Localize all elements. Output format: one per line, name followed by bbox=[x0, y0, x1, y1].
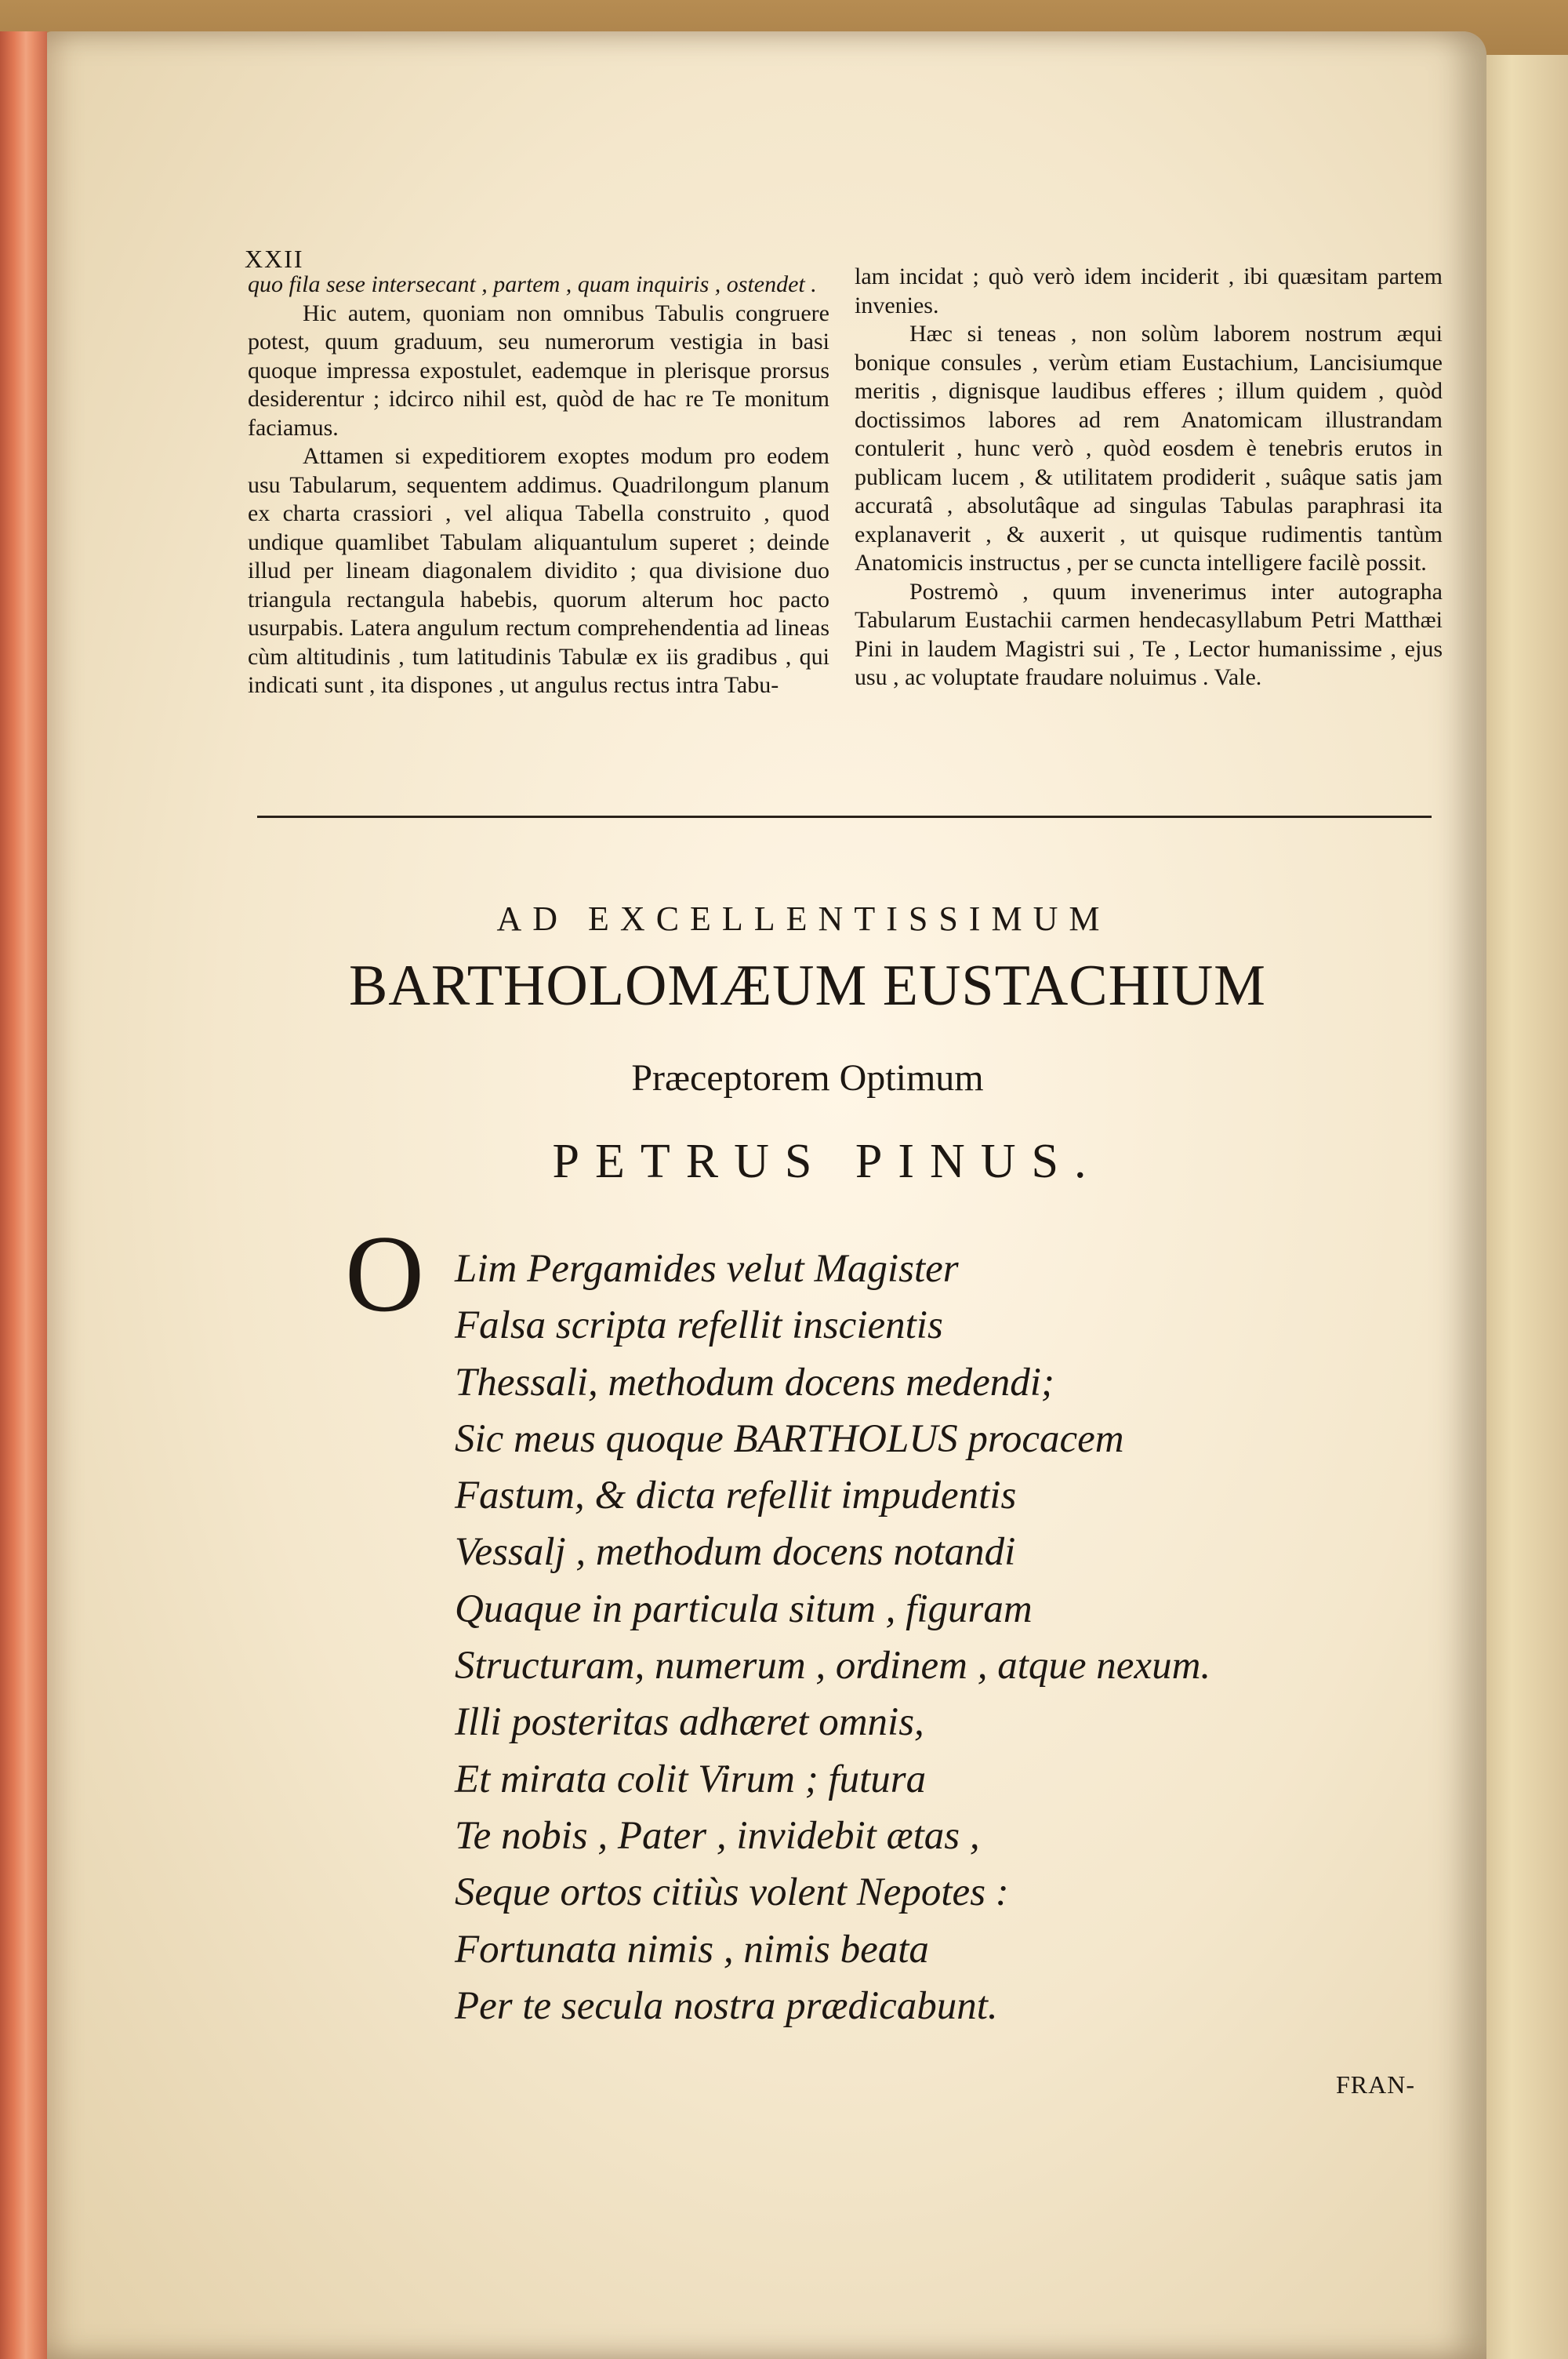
right-text-column bbox=[855, 263, 1443, 692]
dedicatee-name: BARTHOLOMÆUM EUSTACHIUM bbox=[349, 954, 1266, 1018]
poem-line: Et mirata colit Virum ; futura bbox=[455, 1757, 927, 1801]
facing-page-edge bbox=[1474, 55, 1568, 2359]
poem-line: Structuram, numerum , ordinem , atque nexum. bbox=[455, 1644, 1211, 1688]
page-number: XXII bbox=[245, 245, 304, 273]
poem-line: Illi posteritas adhæret omnis, bbox=[455, 1700, 924, 1745]
poem-line: Sic meus quoque BARTHOLUS procacem bbox=[455, 1416, 1124, 1461]
right-paragraph-2: Hæc si teneas , non solùm laborem nostrum æqui bonique consules , verùm etiam Eustachium, Lancisiumque meritis , dignisque laudibus efferes ; illum quidem , quòd doctissimos labores ad rem Anatomicam illustrandam contulerit , hunc verò , quòd eosdem è tenebris erutos in publicam lucem , & utilitatem prodiderit , suâque satis jam accuratâ , absolutâque ad singulas Tabulas paraphrasi ita explanaverit , & auxerit , ut quisque rudimentis tantùm Anatomicis instructus , per se cuncta intelligere facilè possit. bbox=[855, 321, 1443, 576]
dedicatee-subtitle: Præceptorem Optimum bbox=[631, 1057, 984, 1099]
poem-author: PETRUS PINUS. bbox=[552, 1135, 1102, 1188]
catchword: FRAN- bbox=[1336, 2070, 1416, 2099]
poem-line: Thessali, methodum docens medendi; bbox=[455, 1360, 1054, 1405]
page-fore-edge bbox=[0, 31, 47, 2359]
left-text-column bbox=[248, 271, 829, 700]
section-divider-rule bbox=[257, 816, 1432, 818]
left-paragraph-1: Hic autem, quoniam non omnibus Tabulis congruere potest, quum graduum, seu numerorum vestigia in basi quoque impressa expostulet, eademque in plerisque prorsus desiderentur ; idcirco nihil est, quòd de hac re Te monitum faciamus. bbox=[248, 300, 829, 441]
dedication-line: AD EXCELLENTISSIMUM bbox=[496, 900, 1111, 938]
poem-line: Vessalj , methodum docens notandi bbox=[455, 1530, 1016, 1575]
poem-line: Quaque in particula situm , figuram bbox=[455, 1587, 1033, 1631]
poem-line: Lim Pergamides velut Magister bbox=[455, 1247, 959, 1291]
poem-line: Fastum, & dicta refellit impudentis bbox=[455, 1474, 1017, 1518]
right-paragraph-3: Postremò , quum invenerimus inter autographa Tabularum Eustachii carmen hendecasyllabum Petri Matthæi Pini in laudem Magistri sui , Te , Lector humanissime , ejus usu , ac voluptate fraudare noluimus . Vale. bbox=[855, 578, 1443, 690]
right-paragraph-1: lam incidat ; quò verò idem inciderit , ibi quæsitam partem invenies. bbox=[855, 264, 1443, 318]
left-paragraph-2: Attamen si expeditiorem exoptes modum pro eodem usu Tabularum, sequentem addimus. Quadrilongum planum ex charta crassiori , vel aliqua Tabella construito , quod undique quamlibet Tabulam aliquantulum superet ; deinde illud per lineam diagonalem dividito ; qua divisione duo triangula rectangula habebis, quorum alterum hoc pacto usurpabis. Latera angulum rectum comprehendentia ad lineas cùm altitudinis , tum latitudinis Tabulæ ex iis gradibus , qui indicati sunt , ita dispones , ut angulus rectus intra Tabu- bbox=[248, 443, 829, 698]
poem-line: Per te secula nostra prædicabunt. bbox=[455, 1983, 998, 2028]
poem-line: Seque ortos citiùs volent Nepotes : bbox=[455, 1870, 1009, 1915]
drop-cap: O bbox=[345, 1213, 425, 1335]
poem-verse bbox=[455, 1241, 1396, 2034]
left-intro-italic: quo fila sese intersecant , partem , quam inquiris , ostendet . bbox=[248, 271, 817, 297]
poem-line: Te nobis , Pater , invidebit ætas , bbox=[455, 1813, 980, 1858]
poem-line: Fortunata nimis , nimis beata bbox=[455, 1927, 929, 1972]
poem-line: Falsa scripta refellit inscientis bbox=[455, 1303, 943, 1348]
